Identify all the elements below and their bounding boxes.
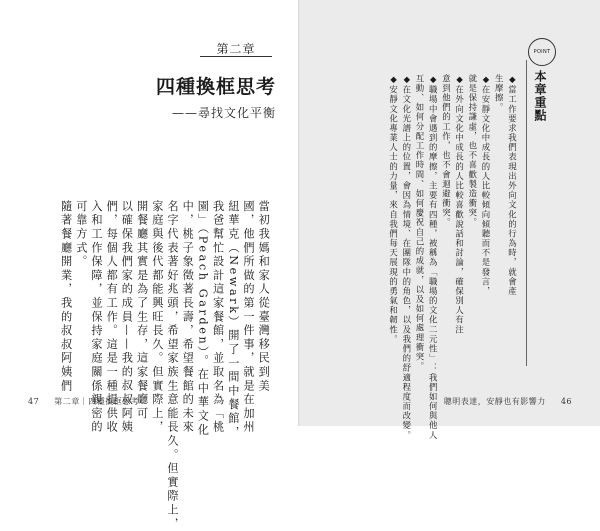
chapter-subtitle: ——尋找文化平衡 [171, 106, 276, 120]
summary-rule [526, 60, 527, 366]
chapter-label: 第二章 [216, 42, 256, 56]
body-text-column: 我爸幫忙設計這家餐館，並取名為「桃 [211, 200, 225, 435]
page-number-left: 47 [28, 397, 40, 406]
body-text-column: 園」（Peach Garden）。在中華文化 [196, 200, 210, 438]
body-text-column: 中，桃子象徵著長壽，希望餐館的未來 [181, 200, 195, 435]
chapter-rule [200, 56, 272, 57]
summary-item: ◆職場中會遇到的摩擦，主要有四種，被稱為「職場的文化二元性」：我們如何與他人 [428, 74, 439, 441]
folio-left [28, 396, 139, 407]
body-text-column: 可靠方式。 [74, 200, 88, 269]
body-text-column: 入和工作保障，並保持家庭關係親密的 [90, 200, 103, 435]
running-head-left: 第二章｜四種換框思考 [54, 397, 140, 406]
body-text-column: 們，每個人都有工作。這是一種提供收 [105, 200, 119, 435]
summary-item: 意到他們的工作，也不會迴避衝突。 [441, 74, 452, 228]
summary-item: ◆當工作要求我們表現出外向文化的行為時，就會產 [507, 74, 518, 297]
summary-title: 本章重點 [533, 70, 547, 122]
body-text-column: 家庭與後代都能興旺長久。但實際上， [150, 200, 164, 435]
summary-item: 生摩擦。 [494, 74, 505, 113]
summary-item: ◆在文化光譜上的位置，會因為情境、在團隊中的角色，以及我們的舒適程度而改變。 [401, 74, 412, 441]
chapter-title: 四種換框思考 [155, 76, 276, 98]
body-text-column: 隨著餐廳開業，我的叔叔阿姨們 [59, 200, 73, 394]
left-page [0, 0, 299, 531]
body-text-column: 當初我媽和家人從臺灣移民到美 [257, 200, 271, 394]
running-head-right: 聰明表達，安靜也有影響力 [443, 397, 546, 406]
summary-item: 就是保持謙虛，也不喜歡製造衝突。 [467, 74, 478, 228]
body-text-column: 紐華克（Newark）開了一間中餐館， [226, 200, 240, 440]
body-text-column: 國，他們所做的第一件事，就是在加州 [242, 200, 255, 435]
point-badge: POINT [528, 38, 556, 66]
page-number-right: 46 [560, 397, 572, 406]
body-text-column: 開餐廳其實是為了生存，這家餐廳可 [135, 200, 149, 421]
summary-item: ◆在安靜文化中成長的人比較傾向傾聽而不是發言， [481, 74, 491, 297]
folio-right [444, 396, 572, 407]
summary-item: 互動、如何分配工作時間、如何慶祝自己的成就，以及如何處理衝突。 [415, 74, 425, 372]
body-text-column: 名字代表著好兆頭，希望家族生意能長久。但實際上， [166, 200, 179, 531]
summary-item: ◆在外向文化中成長的人比較喜歡說話和討論，確保別人有注 [454, 74, 465, 335]
body-text-column: 以確保我們家的成員——我的叔叔阿姨 [120, 200, 134, 435]
summary-item: ◆安靜文化專業人士的力量，來自我們每天展現的勇氣和韌性。 [388, 74, 399, 345]
